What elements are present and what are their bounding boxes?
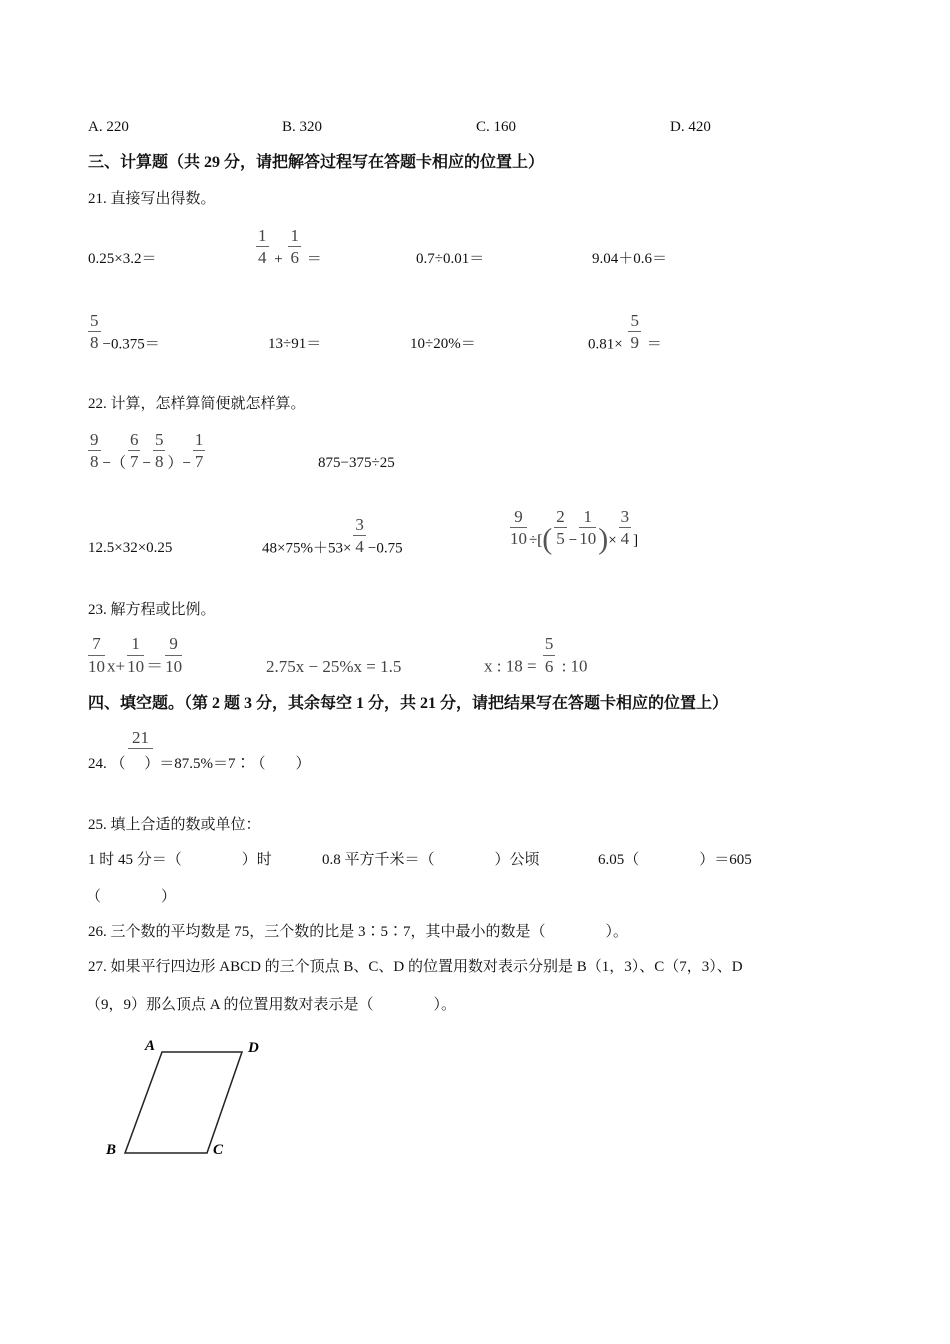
q25-title: 25. 填上合适的数或单位：	[88, 817, 261, 833]
q21-expr	[592, 250, 667, 268]
numerator: 3	[619, 506, 632, 528]
q22-expr	[262, 514, 403, 558]
vertex-label-a: A	[145, 1038, 156, 1054]
q21-expr	[86, 310, 160, 354]
fraction	[543, 633, 556, 677]
denominator: 9	[630, 332, 639, 352]
denominator: 6	[290, 247, 299, 267]
q23-expr	[266, 657, 401, 677]
paren: (	[542, 522, 553, 555]
fraction	[127, 633, 144, 677]
fraction	[193, 429, 206, 473]
q23-expr	[484, 633, 588, 677]
fraction	[554, 506, 567, 550]
fraction	[619, 506, 632, 550]
expr-text: 9.04＋0.6＝	[592, 251, 668, 267]
fraction	[579, 506, 596, 550]
denominator: 8	[154, 451, 164, 471]
q22-expr	[318, 454, 395, 472]
fraction	[88, 429, 101, 473]
expr-text: ]	[633, 532, 639, 548]
expr-text: : 10	[557, 656, 588, 676]
numerator: 3	[353, 514, 366, 536]
expr-text: 0.81×	[588, 335, 627, 352]
option-b: B. 320	[282, 119, 323, 135]
numerator: 5	[88, 310, 101, 332]
numerator: 1	[288, 225, 301, 247]
q22-expr	[88, 539, 172, 557]
q23-title: 23. 解方程或比例。	[88, 602, 216, 618]
q25-item: 1 时 45 分＝（ ）时	[88, 852, 272, 868]
expr-text: 13÷91＝	[268, 336, 322, 352]
numerator: 2	[554, 506, 567, 528]
denominator: 8	[90, 332, 99, 352]
q22-expr	[508, 506, 638, 557]
fraction	[165, 633, 182, 677]
fraction	[153, 429, 166, 473]
q24-text: 24. （ ）＝87.5%＝7∶（ ）	[88, 756, 311, 772]
fraction	[288, 225, 301, 269]
numerator: 5	[543, 633, 556, 655]
q21-expr	[588, 310, 662, 354]
denominator: 10	[165, 656, 183, 676]
section3-heading: 三、计算题（共 29 分，请把解答过程写在答题卡相应的位置上）	[88, 154, 545, 171]
fraction	[256, 225, 269, 269]
numerator: 5	[153, 429, 166, 451]
fraction	[88, 310, 101, 354]
expr-text: 12.5×32×0.25	[88, 540, 173, 556]
q21-expr	[88, 250, 156, 268]
denominator: 5	[556, 529, 565, 548]
q24-numerator: 21	[128, 728, 153, 749]
vertex-label-b: B	[106, 1142, 117, 1158]
q26-text: 26. 三个数的平均数是 75，三个数的比是 3∶5∶7，其中最小的数是（ ）。	[88, 924, 629, 940]
fraction	[353, 514, 366, 558]
denominator: 7	[129, 451, 139, 471]
expr-text: x : 18 =	[484, 656, 541, 676]
q21-expr	[410, 335, 476, 353]
expr-text: 0.7÷0.01＝	[416, 251, 485, 267]
numerator: 1	[579, 506, 596, 528]
expr-text: 875−375÷25	[318, 455, 395, 471]
denominator: 6	[544, 656, 554, 676]
denominator: 10	[88, 656, 105, 676]
numerator: 5	[628, 310, 641, 332]
section4-heading: 四、填空题。（第 2 题 3 分，其余每空 1 分，共 21 分，请把结果写在答题卡相应的位置上）	[88, 695, 729, 712]
vertex-label-c: C	[213, 1142, 224, 1158]
numerator: 9	[88, 429, 101, 451]
expr-text: +	[270, 250, 287, 267]
option-a: A. 220	[88, 119, 129, 135]
expr-text: −0.75	[367, 539, 403, 556]
parallelogram-figure	[100, 1030, 280, 1170]
q22-expr	[86, 429, 207, 473]
denominator: 10	[510, 529, 527, 548]
expr-text: −	[568, 532, 578, 548]
expr-text: 10÷20%＝	[410, 336, 476, 352]
q21-expr	[416, 250, 484, 268]
denominator: 8	[90, 451, 99, 471]
q25-item: 0.8 平方千米＝（ ）公顷	[322, 852, 540, 868]
q21-title: 21. 直接写出得数。	[88, 191, 216, 207]
q21-expr	[254, 225, 322, 269]
fraction	[128, 429, 141, 473]
vertex-label-d: D	[248, 1040, 259, 1056]
q25-item: 6.05（ ）＝605	[598, 852, 752, 868]
expr-text: ÷[	[529, 532, 543, 548]
numerator: 1	[256, 225, 269, 247]
numerator: 6	[128, 429, 141, 451]
parallelogram-shape	[125, 1052, 242, 1153]
denominator: 10	[579, 529, 597, 548]
denominator: 4	[355, 536, 364, 556]
numerator: 9	[165, 633, 182, 655]
expr-text: ＝	[302, 250, 322, 267]
denominator: 10	[127, 656, 145, 676]
denominator: 7	[194, 451, 204, 471]
q27-line2: （9，9）那么顶点 A 的位置用数对表示是（ ）。	[86, 997, 457, 1013]
expr-text: x+	[107, 656, 126, 676]
expr-text: 2.75x − 25%x = 1.5	[266, 656, 402, 676]
denominator: 4	[620, 529, 630, 548]
numerator: 9	[510, 506, 527, 528]
q27-line1: 27. 如果平行四边形 ABCD 的三个顶点 B、C、D 的位置用数对表示分别是 B（1，3）、C（7，3）、D	[88, 959, 743, 975]
option-d: D. 420	[670, 119, 711, 135]
paren: )	[598, 522, 609, 555]
expr-text: −	[142, 454, 151, 471]
q21-expr	[268, 335, 321, 353]
fraction	[88, 633, 105, 677]
option-c: C. 160	[476, 119, 517, 135]
fraction	[628, 310, 641, 354]
fraction	[510, 506, 527, 550]
numerator: 1	[193, 429, 206, 451]
numerator: 1	[127, 633, 144, 655]
q22-title: 22. 计算，怎样算简便就怎样算。	[88, 396, 306, 412]
numerator: 7	[88, 633, 105, 655]
expr-text: −0.375＝	[102, 335, 160, 352]
expr-text: ×	[608, 532, 617, 548]
q23-expr	[86, 633, 184, 677]
expr-text: ＝	[146, 656, 164, 676]
denominator: 4	[258, 247, 267, 267]
expr-text: ）−	[167, 454, 191, 471]
expr-text: 48×75%＋53×	[262, 539, 352, 556]
expr-text: 0.25×3.2＝	[88, 251, 157, 267]
expr-text: −（	[102, 454, 126, 471]
q25-item: （ ）	[86, 889, 177, 905]
expr-text: ＝	[642, 335, 662, 352]
